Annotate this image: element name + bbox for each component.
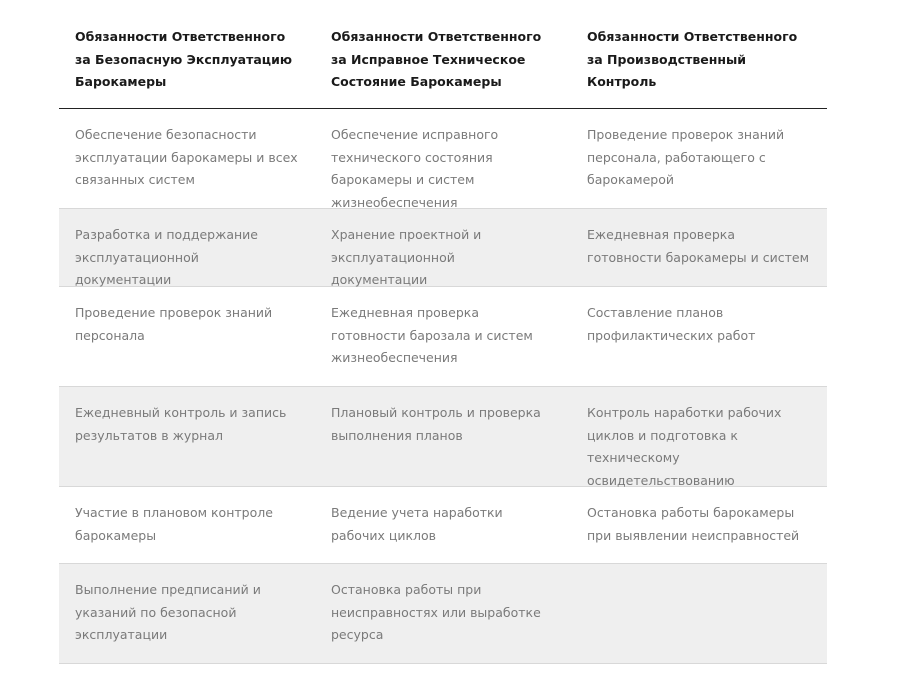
column-header-technical-condition: Обязанности Ответственного за Исправное Техническое Состояние Барокамеры: [331, 29, 542, 89]
column-header-production-control: Обязанности Ответственного за Производственный Контроль: [587, 29, 798, 89]
table-cell: Разработка и поддержание эксплуатационной документации: [75, 227, 258, 287]
responsibilities-table: [59, 22, 827, 664]
table-cell: Составление планов профилактических работ: [587, 305, 756, 343]
table-cell: Ежедневный контроль и запись результатов в журнал: [75, 405, 287, 443]
table-row: [59, 387, 827, 487]
table-cell: Обеспечение безопасности эксплуатации барокамеры и всех связанных систем: [75, 127, 298, 187]
table-row: [59, 564, 827, 664]
table-cell: Участие в плановом контроле барокамеры: [75, 505, 273, 543]
table-cell: Обеспечение исправного технического состояния барокамеры и систем жизнеобеспечения: [331, 127, 499, 210]
table-row: [59, 487, 827, 564]
table-cell: Проведение проверок знаний персонала: [75, 305, 273, 343]
table-cell: Проведение проверок знаний персонала, работающего с барокамерой: [587, 127, 785, 187]
table-cell: Остановка работы барокамеры при выявлении неисправностей: [587, 505, 800, 543]
table-row: [59, 287, 827, 387]
table-row: [59, 209, 827, 287]
table-row: [59, 109, 827, 209]
table-cell: Ведение учета наработки рабочих циклов: [331, 505, 503, 543]
table-header-row: [59, 22, 827, 109]
table-cell: Плановый контроль и проверка выполнения планов: [331, 405, 541, 443]
table-cell: Остановка работы при неисправностях или выработке ресурса: [331, 582, 541, 642]
table-cell: Контроль наработки рабочих циклов и подготовка к техническому освидетельствованию: [587, 405, 782, 488]
table-cell: [571, 564, 827, 663]
table-cell: Ежедневная проверка готовности барозала и систем жизнеобеспечения: [331, 305, 533, 365]
table-cell: Хранение проектной и эксплуатационной документации: [331, 227, 482, 287]
table-cell: Ежедневная проверка готовности барокамеры и систем: [587, 227, 810, 265]
column-header-safe-operation: Обязанности Ответственного за Безопасную Эксплуатацию Барокамеры: [75, 29, 292, 89]
table-cell: Выполнение предписаний и указаний по безопасной эксплуатации: [75, 582, 261, 642]
